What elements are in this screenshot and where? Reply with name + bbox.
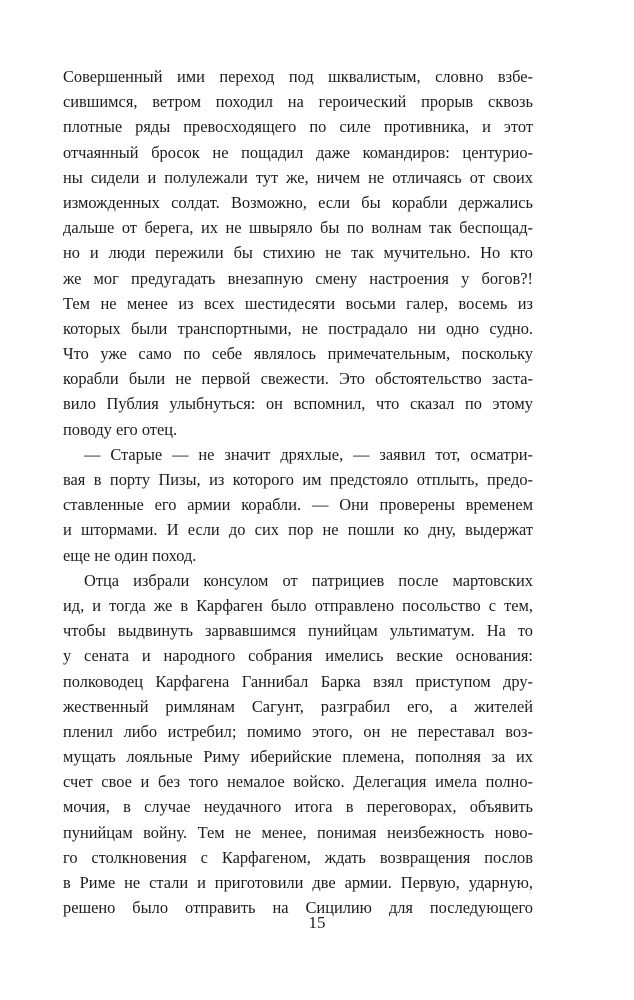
text-line: ставленные его армии корабли. — Они проверены временем: [63, 495, 533, 515]
text-line: изможденных солдат. Возможно, если бы корабли держались: [63, 192, 533, 212]
text-line: мущать лояльные Риму иберийские племена, пополняя за их: [63, 747, 533, 767]
text-line: отчаянный бросок не пощадил даже командиров: центурио-: [63, 142, 533, 162]
text-line: ны сидели и полулежали тут же, ничем не отличаясь от своих: [63, 167, 533, 187]
text-line: еще не один поход.: [63, 545, 197, 565]
text-line: но и люди пережили бы стихию не так мучительно. Но кто: [63, 243, 533, 263]
text-line: мочия, в случае неудачного итога в переговорах, объявить: [63, 797, 533, 817]
text-line: корабли были не первой свежести. Это обстоятельство заста-: [63, 369, 533, 389]
paragraph: [63, 568, 533, 921]
text-line: Что уже само по себе являлось примечательным, поскольку: [63, 344, 533, 364]
text-line: которых были транспортными, не пострадало ни одно судно.: [63, 318, 533, 338]
text-line: полководец Карфагена Ганнибал Барка взял приступом дру-: [63, 671, 533, 691]
body-text: [63, 64, 533, 920]
text-line: дальше от берега, их не швыряло бы по волнам так беспощад-: [63, 218, 533, 238]
text-line: Совершенный ими переход под шквалистым, словно взбе-: [63, 67, 533, 86]
text-line: сившимся, ветром походил на героический прорыв сквозь: [63, 92, 533, 112]
text-line: плотные ряды превосходящего по силе противника, и этот: [63, 117, 533, 137]
text-line: чтобы выдвинуть зарвавшимся пунийцам ультиматум. На то: [63, 621, 533, 641]
page-number: 15: [308, 913, 326, 932]
text-line: же мог предугадать внезапную смену настроения у богов?!: [63, 268, 533, 288]
text-line: решено было отправить на Сицилию для последующего: [63, 898, 533, 918]
text-line: в Риме не стали и приготовили две армии. Первую, ударную,: [63, 873, 533, 892]
text-line: го столкновения с Карфагеном, ждать возвращения послов: [63, 847, 533, 867]
text-line: и штормами. И если до сих пор не пошли ко дну, выдержат: [63, 520, 533, 540]
text-line: Отца избрали консулом от патрициев после мартовских: [84, 570, 533, 590]
text-line: поводу его отец.: [63, 419, 178, 439]
text-line: — Старые — не значит дряхлые, — заявил тот, осматри-: [84, 444, 533, 464]
text-line: Тем не менее из всех шестидесяти восьми галер, восемь из: [63, 293, 533, 313]
paragraph: [63, 64, 533, 442]
text-line: пунийцам войну. Тем не менее, понимая неизбежность ново-: [63, 822, 533, 842]
text-line: вая в порту Пизы, из которого им предстояло отплыть, предо-: [63, 470, 533, 489]
text-line: ид, и тогда же в Карфаген было отправлено посольство с тем,: [63, 595, 533, 615]
text-line: вило Публия улыбнуться: он вспомнил, что сказал по этому: [63, 394, 533, 414]
text-line: счет свое и без того немалое войско. Делегация имела полно-: [63, 772, 533, 792]
text-line: у сената и народного собрания имелись веские основания:: [63, 646, 533, 666]
paragraph: [63, 442, 533, 568]
text-line: жественный римлянам Сагунт, разграбил его, а жителей: [63, 696, 533, 716]
text-line: пленил либо истребил; помимо этого, он не переставал воз-: [63, 721, 533, 741]
